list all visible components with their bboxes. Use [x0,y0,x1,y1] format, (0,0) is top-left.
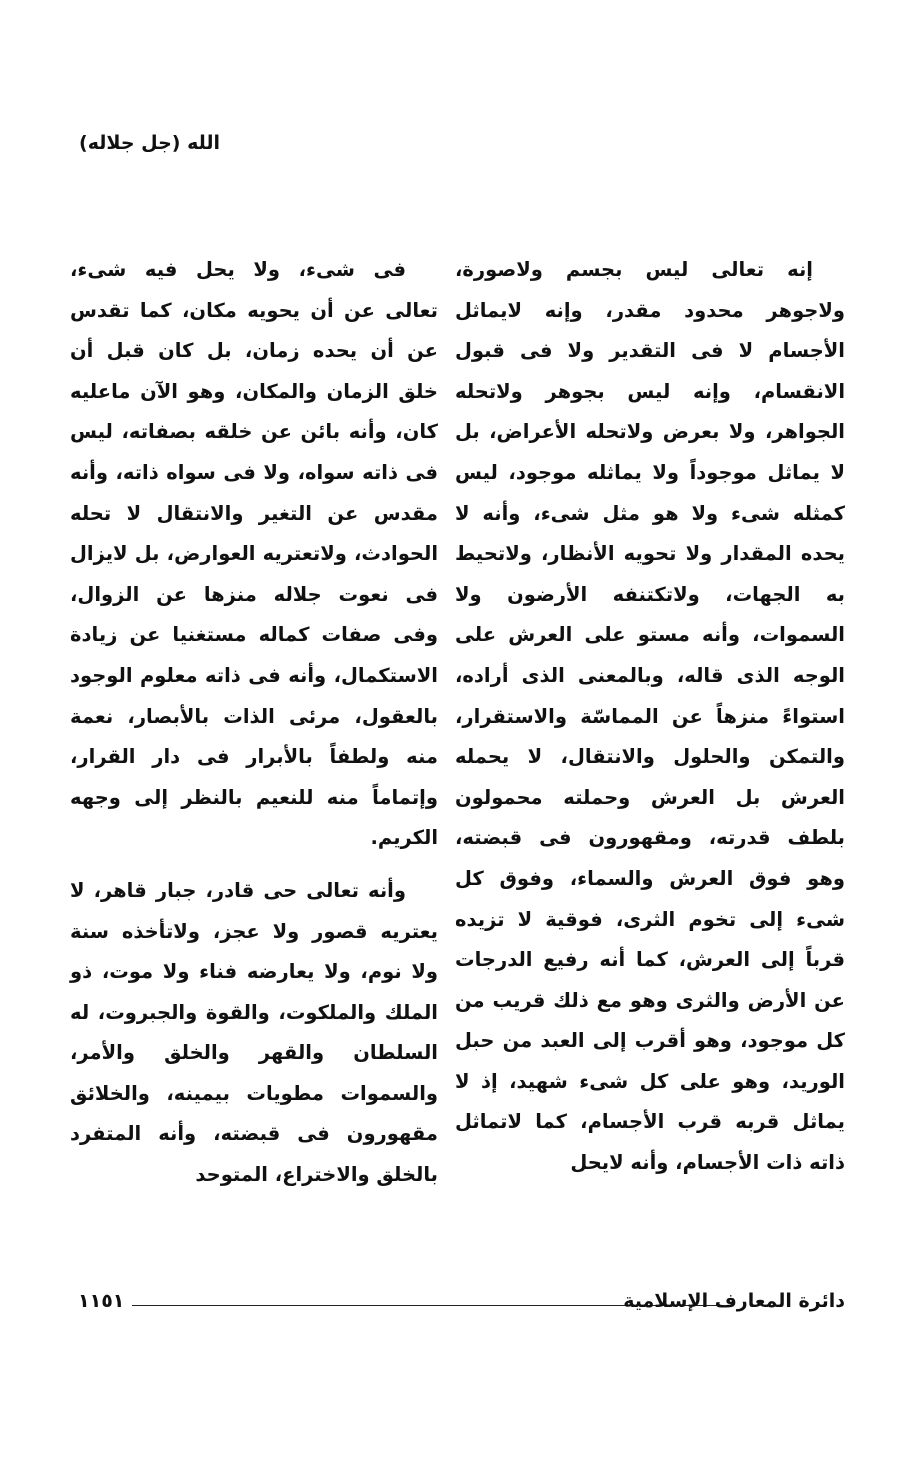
text-column-left [70,250,438,1196]
text-column-right [455,250,845,1184]
running-header: الله (جل جلاله) [79,132,220,154]
page-footer [70,1290,845,1320]
paragraph: فى شىء، ولا يحل فيه شىء، تعالى عن أن يحويه مكان، كما تقدس عن أن يحده زمان، بل كان قبل أن خلق الزمان والمكان، وهو الآن ماعليه كان، وأنه بائن عن خلقه بصفاته، ليس فى ذاته سواه، ولا فى سواه ذاته، وأنه مقدس عن التغير والانتقال لا تحله الحوادث، ولاتعتريه العوارض، بل لايزال فى نعوت جلاله منزها عن الزوال، وفى صفات كماله مستغنيا عن زيادة الاستكمال، وأنه فى ذاته معلوم الوجود بالعقول، مرئى الذات بالأبصار، نعمة منه ولطفاً بالأبرار فى دار القرار، وإتماماً منه للنعيم بالنظر إلى وجهه الكريم. [70,258,438,850]
paragraph: إنه تعالى ليس بجسم ولاصورة، ولاجوهر محدود مقدر، وإنه لايماثل الأجسام لا فى التقدير ولا فى قبول الانقسام، وإنه ليس بجوهر ولاتحله الجواهر، ولا بعرض ولاتحله الأعراض، بل لا يماثل موجوداً ولا يماثله موجود، ليس كمثله شىء ولا هو مثل شىء، وأنه لا يحده المقدار ولا تحويه الأنظار، ولاتحيط به الجهات، ولاتكتنفه الأرضون ولا السموات، وأنه مستو على العرش على الوجه الذى قاله، وبالمعنى الذى أراده، استواءً منزهاً عن المماسّة والاستقرار، والتمكن والحلول والانتقال، لا يحمله العرش بل العرش وحملته محمولون بلطف قدرته، ومقهورون فى قبضته، وهو فوق العرش والسماء، وفوق كل شىء إلى تخوم الثرى، فوقية لا تزيده قرباً إلى العرش، كما أنه رفيع الدرجات عن الأرض والثرى وهو مع ذلك قريب من كل موجود، وهو أقرب إلى العبد من حبل الوريد، وهو على كل شىء شهيد، إذ لا يماثل قربه قرب الأجسام، كما لاتماثل ذاته ذات الأجسام، وأنه لايحل [455,258,845,1175]
page-number: ١١٥١ [78,1290,125,1312]
paragraph: وأنه تعالى حى قادر، جبار قاهر، لا يعتريه قصور ولا عجز، ولاتأخذه سنة ولا نوم، ولا يعارضه فناء ولا موت، ذو الملك والملكوت، والقوة والجبروت، له السلطان والقهر والخلق والأمر، والسموات مطويات بيمينه، والخلائق مقهورون فى قبضته، وأنه المتفرد بالخلق والاختراع، المتوحد [70,878,438,1187]
series-title: دائرة المعارف الإسلامية [623,1290,845,1312]
